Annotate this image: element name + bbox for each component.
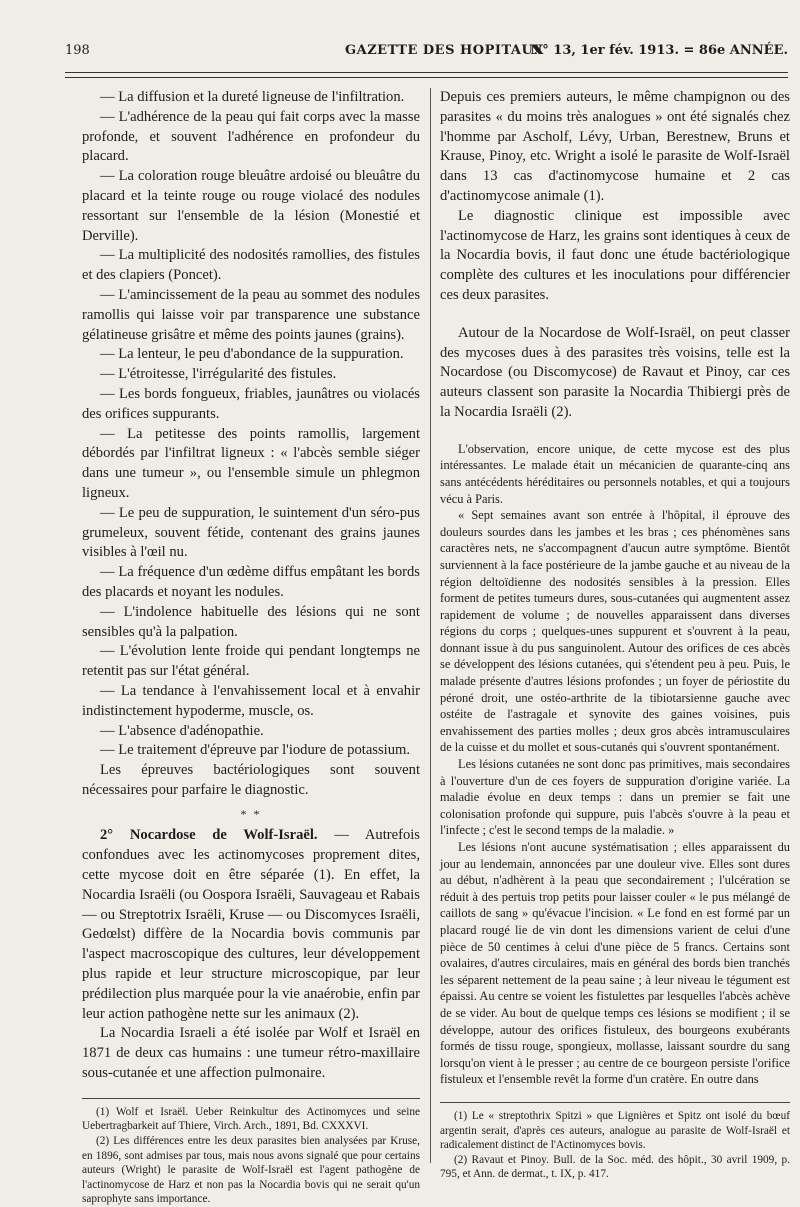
footnote: (2) Ravaut et Pinoy. Bull. de la Soc. méd. des hôpit., 30 avril 1909, p. 795, et Ann. de dermat., t. IX, p. 417.: [440, 1153, 790, 1181]
paragraph: — Le traitement d'épreuve par l'iodure de potassium.: [100, 742, 411, 759]
paragraph: Depuis ces premiers auteurs, le même champignon ou des parasites « du moins très analogues » ont été signalés chez l'homme par Ascholf, Lévy, Urban, Berestnew, Bruns et Krause, Pinoy, etc. Wright a isolé le parasite de Wolf-Israël dans 13 cas d'actinomycose humaine et 2 cas d'actinomycose animale (1).: [440, 89, 790, 204]
paragraph: — Les bords fongueux, friables, jaunâtres ou violacés des orifices suppurants.: [82, 385, 420, 422]
paragraph: — La fréquence d'un œdème diffus empâtant les bords des placards et noyant les nodules.: [82, 564, 420, 600]
paragraph: — L'évolution lente froide qui pendant longtemps ne retentit pas sur l'état général.: [82, 643, 420, 680]
paragraph: — La diffusion et la dureté ligneuse de l'infiltration.: [100, 89, 405, 105]
paragraph: — Le peu de suppuration, le suintement d'un séro-pus grumeleux, souvent fétide, contenant des grains jaunes visibles à l'œil nu.: [82, 504, 420, 561]
paragraph: — L'indolence habituelle des lésions qui ne sont sensibles qu'à la palpation.: [82, 603, 420, 640]
footnotes: [440, 1109, 790, 1182]
footnote: (1) Le « streptothrix Spitzi » que Lignières et Spitz ont isolé du bœuf argentin serait, d'après ces auteurs, analogue au parasite de Wolf-Israël et radicalement distinct de l'Actinomyces bovis.: [440, 1109, 790, 1152]
paragraph: — L'adhérence de la peau qui fait corps avec la masse profonde, et souvent l'adhérence en profondeur du placard.: [82, 108, 420, 165]
paragraph: Les épreuves bactériologiques sont souvent nécessaires pour parfaire le diagnostic.: [82, 762, 420, 798]
page-number: 198: [65, 43, 90, 58]
paragraph: — La petitesse des points ramollis, largement débordés par l'infiltrat ligneux : « l'abcès semble siéger dans une tumeur », ou l'ensemble simule un phlegmon ligneux.: [82, 425, 420, 501]
paragraph: Le diagnostic clinique est impossible avec l'actinomycose de Harz, les grains sont identiques à ceux de la Nocardia bovis, il faut donc une étude bactériologique complète des cultures et les inoculations pour différencier ces deux parasites.: [440, 207, 790, 303]
spacer: [440, 423, 790, 441]
paragraph: — L'amincissement de la peau au sommet des nodules ramollis qui laisse voir par transparence une substance gélatineuse grisâtre et même des points jaunes (grains).: [82, 286, 420, 343]
footnotes: [82, 1105, 420, 1207]
column-separator: [430, 88, 431, 1163]
section-ornament: * *: [240, 806, 262, 821]
footnote-rule: [440, 1102, 790, 1103]
paragraph: — La coloration rouge bleuâtre ardoisé ou bleuâtre du placard et la teinte rouge ou rouge violacé des nodules ressortant sur l'ensemble de la lésion (Monestié et Derville).: [82, 168, 420, 244]
issue-info: N° 13, 1er fév. 1913. = 86e ANNÉE.: [530, 43, 788, 58]
paragraph: — L'étroitesse, l'irrégularité des fistules.: [100, 366, 337, 383]
journal-title: GAZETTE DES HOPITAUX: [345, 43, 544, 58]
right-column: [440, 88, 790, 1182]
header-rule: [65, 72, 788, 73]
paragraph: — La tendance à l'envahissement local et à envahir indistinctement hypoderme, muscle, os.: [82, 682, 420, 719]
section-text: — Autrefois confondues avec les actinomycoses proprement dites, cette mycose doit en être séparée (1). En effet, la Nocardia Israëli (ou Oospora Israëli, Sauvageau et Rabais — ou Streptotrix Israëli, Kruse — ou Discomyces Israëli, Gedœlst) diffère de la Nocardia bovis communis par l'aspect macroscopique des cultures, leur développement plus rapide et leur structure microscopique, par leur prédilection plus marquée pour la vie anaérobie, enfin par leur action pathogène nette sur les animaux (2).: [82, 827, 420, 1022]
footnote: (2) Les différences entre les deux parasites bien analysées par Kruse, en 1896, sont admises par tous, mais nous avons signalé que pour certains auteurs (Wright) le parasite de Wolf-Israël est l'agent pathogène de l'actinomycose de Harz et non pas la Nocardia bovis qui ne serait qu'un saprophyte sans importance.: [82, 1135, 420, 1206]
paragraph: La Nocardia Israeli a été isolée par Wolf et Israël en 1871 de deux cas humains : une tumeur rétro-maxillaire sous-cutanée et une affection pulmonaire.: [82, 1025, 420, 1082]
observation-text: [440, 441, 790, 1088]
paragraph: Les lésions cutanées ne sont donc pas primitives, mais secondaires à l'ouverture d'un de ces foyers de suppuration d'origine variée. La maladie évolue en deux temps : dans un premier se fait une colonisation profonde qui suppure, puis l'abcès s'ouvre à la peau et l'infecte ; c'est le second temps de la maladie. »: [440, 757, 790, 838]
footnote-rule: [82, 1098, 420, 1099]
paragraph: — La multiplicité des nodosités ramollies, des fistules et des clapiers (Poncet).: [82, 247, 420, 284]
paragraph: — L'absence d'adénopathie.: [100, 722, 264, 739]
paragraph: Les lésions n'ont aucune systématisation ; elles apparaissent du jour au lendemain, annoncées par une douleur vive. Elles sont dures au début, n'adhèrent à la peau que secondairement ; l'ulcération se réduit à des pertuis trop petits pour laisser couler « le pus mélangé de caillots de sang » qu'évacue l'incision. « Le fond en est formé par un placard rougé lie de vin dont les dimensions varient de celui d'une pièce de 50 centimes à celui d'une pièce de 5 francs. Certains sont ovalaires, d'autres circulaires, mais en général des bords bien tranchés les séparent nettement de la peau saine ; à leur niveau le tégument est épaissi. Au centre se voient les fistulettes par lesquelles l'abcès achève de se vider. Au bout de quelque temps ces lésions se modifient ; il se développe, autour des orifices fistuleux, des bourgeons exubérants formés de tissu rouge, spongieux, mollasse, laissant sourdre du sang lorsqu'on vient à le presser ; au centre de ce bourgeon persiste l'orifice fistuleux et l'ensemble revêt la forme d'un cratère. En outre dans: [440, 840, 790, 1087]
paragraph: — La lenteur, le peu d'abondance de la suppuration.: [100, 346, 404, 363]
section-title: 2° Nocardose de Wolf-Israël.: [100, 827, 318, 844]
paragraph: L'observation, encore unique, de cette mycose est des plus intéressantes. Le malade était un mécanicien de quarante-cinq ans sans antécédents héréditaires ou personnels notables, et qui a toujours vécu à Paris.: [440, 441, 790, 506]
paragraph: « Sept semaines avant son entrée à l'hôpital, il éprouve des douleurs sourdes dans les jambes et les bras ; ces phénomènes sans caractères nets, ne s'accompagnent d'aucun autre symptôme. Bientôt surviennent à la face postérieure de la jambe gauche et au niveau de la région deltoïdienne des nodosités sensibles à la pression. Elles forment de petites tumeurs dures, sous-cutanées qui augmentent assez rapidement de volume ; de nouvelles apparaissent dans diverses régions du corps ; quelques-unes suppurent et s'ouvrent à la peau, donnant issue à du pus sanguinolent. Autour des orifices de ces abcès se développent des lésions cutanées, qui s'étendent peu à peu. Puis, le malade présente d'autres lésions profondes ; un foyer de périostite du péroné droit, une ostéo-arthrite de la tibiotarsienne gauche avec ostéite de l'astragale et synovite des gaines voisines, puis envahissement des parties molles ; deux gros abcès intramusculaires de la cuisse et du mollet et sous-cutanés qui s'ouvrent spontanément.: [440, 508, 790, 755]
footnote: (1) Wolf et Israël. Ueber Reinkultur des Actinomyces und seine Uebertragbarkeit auf Thiere, Virch. Arch., 1891, Bd. CXXXVI.: [82, 1105, 420, 1133]
spacer: [440, 306, 790, 324]
section-paragraph: [82, 826, 420, 1024]
page-header: [65, 43, 788, 65]
header-rule-thin: [65, 77, 788, 78]
paragraph: Autour de la Nocardose de Wolf-Israël, on peut classer des mycoses dues à des parasites très voisins, telle est la Nocardose (ou Discomycose) de Ravaut et Pinoy, car ces auteurs classent son parasite la Nocardia Thibiergi près de la Nocardia Israëli (2).: [440, 324, 790, 420]
left-column: [82, 88, 420, 1207]
